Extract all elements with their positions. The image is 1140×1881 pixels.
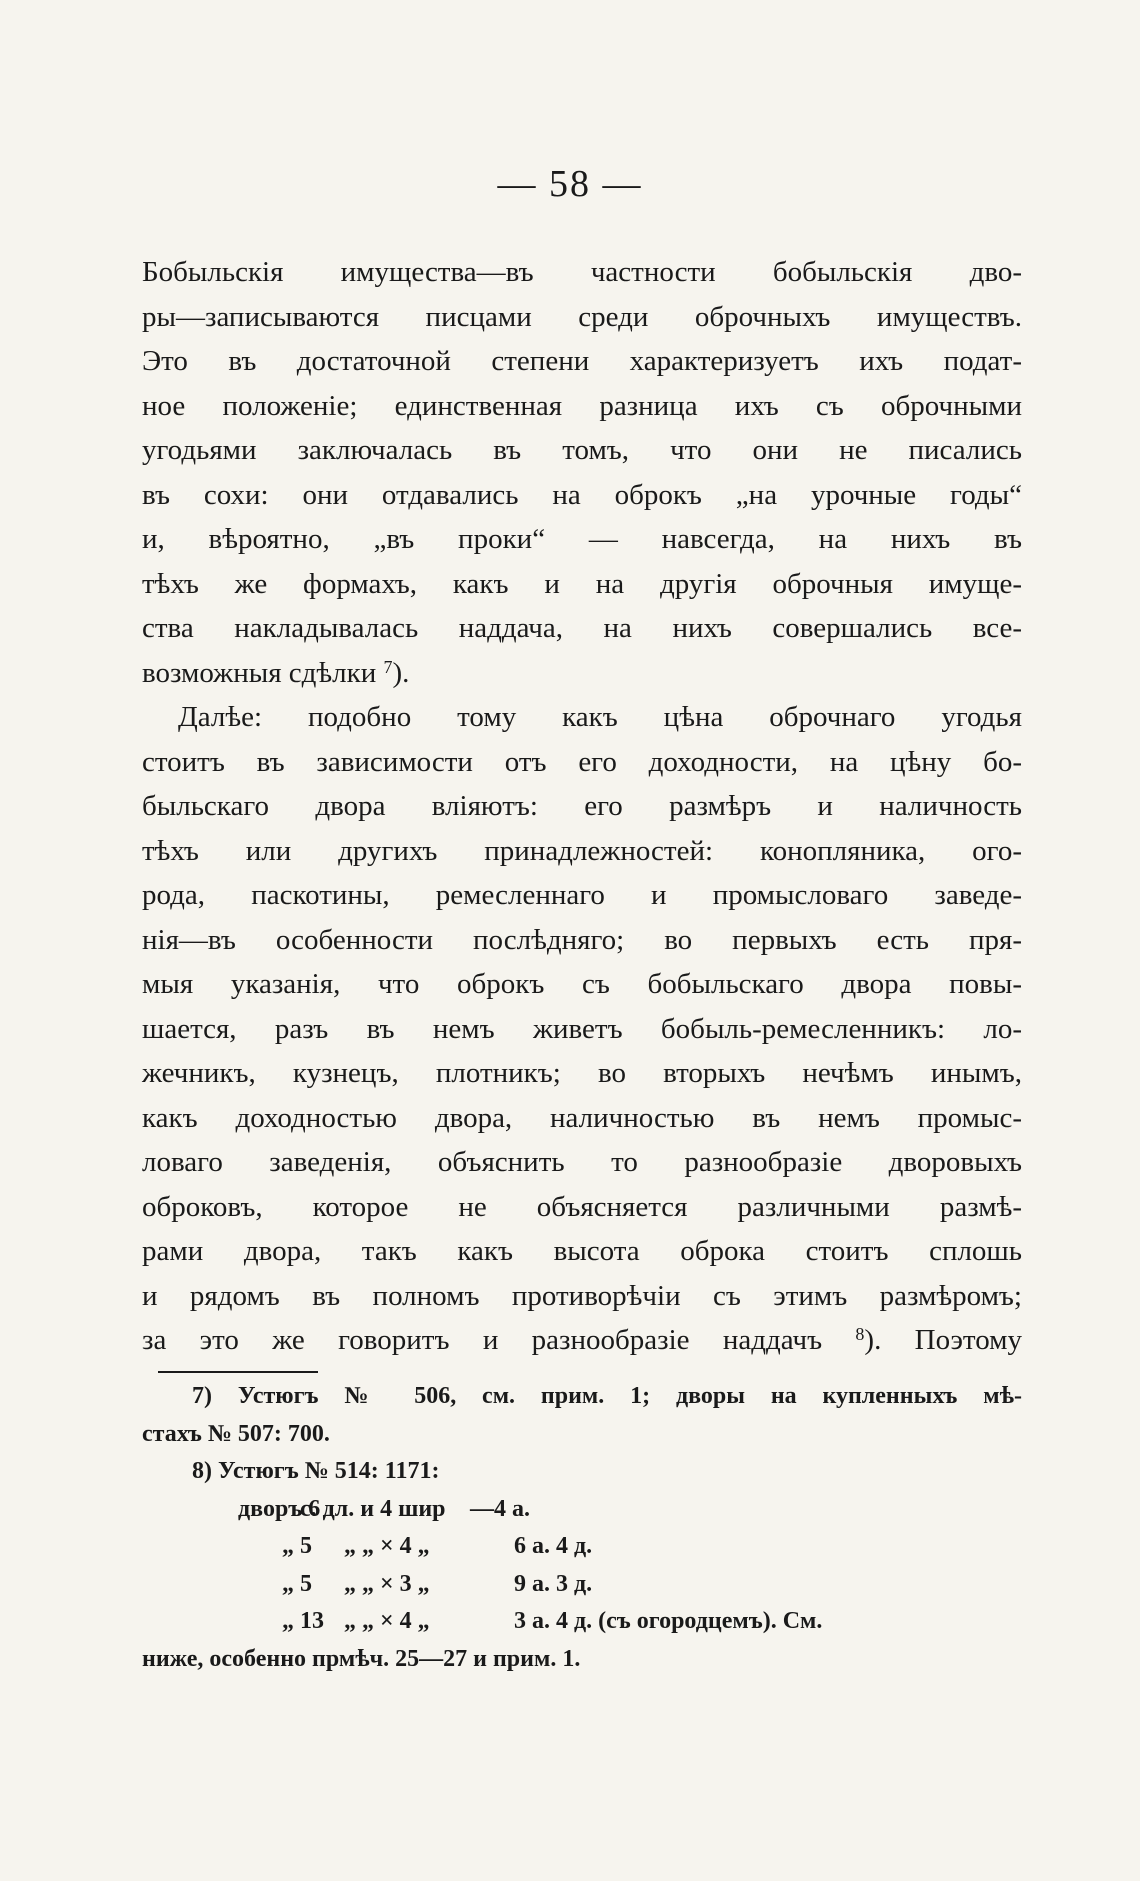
- page-number: — 58 —: [497, 163, 643, 205]
- text-line: Это въ достаточной степени характеризуетъ ихъ подат-: [142, 345, 1022, 377]
- text-line: [142, 1318, 1022, 1363]
- row-size: „ „ × 4 „: [344, 1533, 430, 1559]
- text-line: въ сохи: они отдавались на оброкъ „на урочные годы“: [142, 478, 1022, 511]
- row-value: 6 а. 4 д.: [514, 1533, 593, 1559]
- footnote-divider: [158, 1371, 318, 1373]
- text-line: ры—записываются писцами среди оброчныхъ имуществъ.: [142, 300, 1022, 333]
- row-dimension: дворъ 6: [238, 1495, 321, 1522]
- text-line: ловаго заведенія, объяснить то разнообразіе дворовыхъ: [142, 1146, 1022, 1178]
- footnote-table-row: [142, 1491, 1022, 1529]
- text-line: Бобыльскія имущества—въ частности бобыльскія дво-: [142, 256, 1022, 288]
- text-line: тѣхъ или другихъ принадлежностей: конопляника, ого-: [142, 834, 1022, 867]
- text-line: и рядомъ въ полномъ противорѣчіи съ этимъ размѣромъ;: [142, 1279, 1022, 1312]
- text-line-tail: ). Поэтому: [864, 1324, 1023, 1356]
- row-size: с. дл. и 4 шир: [300, 1495, 446, 1522]
- text-line: ства накладывалась наддача, на нихъ совершались все-: [142, 612, 1022, 644]
- text-line: жечникъ, кузнецъ, плотникъ; во вторыхъ нечѣмъ инымъ,: [142, 1057, 1022, 1089]
- footnote-table-row: [142, 1566, 1022, 1604]
- row-size: „ „ × 3 „: [344, 1570, 430, 1597]
- text-line-tail: ).: [392, 656, 410, 689]
- text-line: тѣхъ же формахъ, какъ и на другія оброчныя имуще-: [142, 567, 1022, 600]
- text-line-content: за это же говоритъ и разнообразіе наддачъ: [142, 1324, 856, 1356]
- row-dimension: „ 5: [282, 1533, 312, 1559]
- text-line: какъ доходностью двора, наличностью въ немъ промыс-: [142, 1101, 1022, 1134]
- text-line-content: возможныя сдѣлки: [142, 656, 384, 689]
- text-line: ное положеніе; единственная разница ихъ съ оброчными: [142, 389, 1022, 422]
- text-line: нія—въ особенности послѣдняго; во первыхъ есть пря-: [142, 923, 1022, 956]
- body-text: [142, 250, 1022, 1363]
- footnote-ref-7[interactable]: 7: [383, 656, 393, 677]
- row-value: 3 а. 4 д. (съ огородцемъ). См.: [514, 1608, 823, 1634]
- row-value: —4 а.: [470, 1495, 530, 1522]
- footnote-ref-8[interactable]: 8: [855, 1324, 865, 1344]
- text-line: шается, разъ въ немъ живетъ бобыль-ремесленникъ: ло-: [142, 1012, 1022, 1045]
- text-line: стоитъ въ зависимости отъ его доходности, на цѣну бо-: [142, 745, 1022, 778]
- text-line: быльскаго двора вліяютъ: его размѣръ и наличность: [142, 790, 1022, 822]
- footnote-7-line: стахъ № 507: 700.: [142, 1420, 330, 1447]
- text-line: рода, паскотины, ремесленнаго и промысловаго заведе-: [142, 879, 1022, 911]
- row-dimension: „ 5: [282, 1570, 312, 1597]
- row-dimension: „ 13: [282, 1608, 324, 1634]
- footnote-8-line: 8) Устюгъ № 514: 1171:: [192, 1458, 440, 1484]
- footnote-7-line: 7) Устюгъ № 506, см. прим. 1; дворы на купленныхъ мѣ-: [192, 1383, 1022, 1409]
- text-line: угодьями заключалась въ томъ, что они не писались: [142, 434, 1022, 466]
- row-size: „ „ × 4 „: [344, 1608, 430, 1634]
- footnotes: [142, 1378, 1022, 1678]
- footnote-table-row: [142, 1603, 1022, 1641]
- text-line: и, вѣроятно, „въ проки“ — навсегда, на нихъ въ: [142, 523, 1022, 555]
- text-line: [142, 651, 1022, 696]
- footnote-table-row: [142, 1528, 1022, 1566]
- text-line: оброковъ, которое не объясняется различными размѣ-: [142, 1190, 1022, 1223]
- text-line: рами двора, такъ какъ высота оброка стоитъ сплошь: [142, 1235, 1022, 1267]
- footnote-8-line: ниже, особенно прмѣч. 25—27 и прим. 1.: [142, 1645, 581, 1672]
- text-line: Далѣе: подобно тому какъ цѣна оброчнаго угодья: [178, 701, 1022, 733]
- text-line: мыя указанія, что оброкъ съ бобыльскаго двора повы-: [142, 968, 1022, 1000]
- row-value: 9 а. 3 д.: [514, 1570, 593, 1597]
